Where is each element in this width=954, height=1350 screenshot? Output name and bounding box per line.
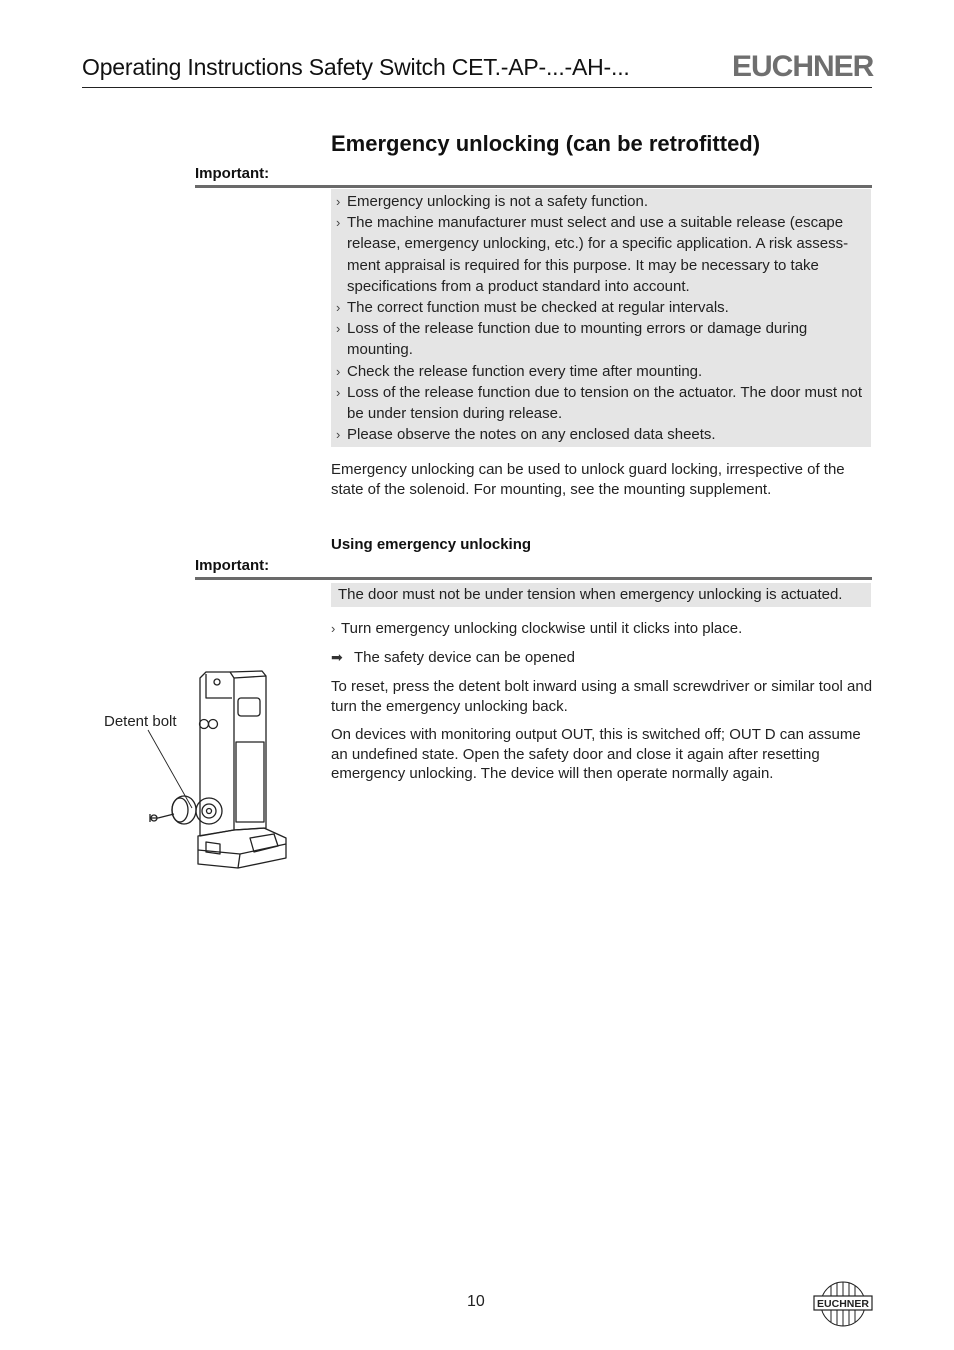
- subsection-heading: Using emergency unlocking: [331, 536, 532, 553]
- header-divider: [82, 87, 872, 88]
- important-divider: [195, 577, 872, 580]
- step-text: Turn emergency unlocking clockwise until it clicks into place.: [341, 620, 743, 637]
- euchner-logo: EUCHNER: [732, 50, 874, 83]
- monitoring-paragraph: On devices with monitoring output OUT, this is switched off; OUT D can assume an undefined state. Open the safety door and close it again after resetting emergency unlocking. The device will then operate normally again.: [331, 726, 861, 782]
- document-title: Operating Instructions Safety Switch CET.-AP-...-AH-...: [82, 54, 630, 80]
- footer-brand-text: EUCHNER: [817, 1298, 869, 1310]
- important-divider: [195, 185, 872, 188]
- section-heading: Emergency unlocking (can be retrofitted): [331, 131, 761, 156]
- important-list: [331, 191, 871, 445]
- safety-switch-illustration: [140, 668, 290, 874]
- list-item: › Check the release function every time after mounting.: [331, 361, 871, 382]
- result-text: The safety device can be opened: [354, 649, 575, 666]
- instruction-result: [331, 649, 575, 666]
- list-item: › Please observe the notes on any enclosed data sheets.: [331, 424, 871, 445]
- list-item: › Loss of the release function due to tension on the actuator. The door must not be under tension during release.: [331, 382, 871, 424]
- list-item: › The machine manufacturer must select and use a suitable release (escape release, emergency unlocking, etc.) for a specific application. A risk assess-ment appraisal is required for this purpose. It may be necessary to take specifications from a product standard into account.: [331, 212, 871, 297]
- important-notice-box: [331, 189, 871, 447]
- euchner-seal-logo: [812, 1280, 874, 1328]
- list-item: › Emergency unlocking is not a safety function.: [331, 191, 871, 212]
- reset-paragraph: To reset, press the detent bolt inward using a small screwdriver or similar tool and turn the emergency unlocking back.: [331, 678, 873, 715]
- list-item: › The correct function must be checked at regular intervals.: [331, 297, 871, 318]
- important-note: The door must not be under tension when emergency unlocking is actuated.: [331, 583, 871, 607]
- step-marker-icon: ›: [331, 621, 336, 636]
- arrow-right-icon: ➡: [331, 649, 343, 665]
- important-label: Important:: [195, 165, 270, 182]
- detent-bolt-label: Detent bolt: [104, 713, 177, 730]
- important-label: Important:: [195, 557, 270, 574]
- list-item: › Loss of the release function due to mounting errors or damage during mounting.: [331, 318, 871, 360]
- page-number: 10: [467, 1293, 485, 1310]
- instruction-step: [331, 620, 742, 637]
- intro-paragraph: Emergency unlocking can be used to unlock guard locking, irrespective of the state of the solenoid. For mounting, see the mounting supplement.: [331, 461, 845, 498]
